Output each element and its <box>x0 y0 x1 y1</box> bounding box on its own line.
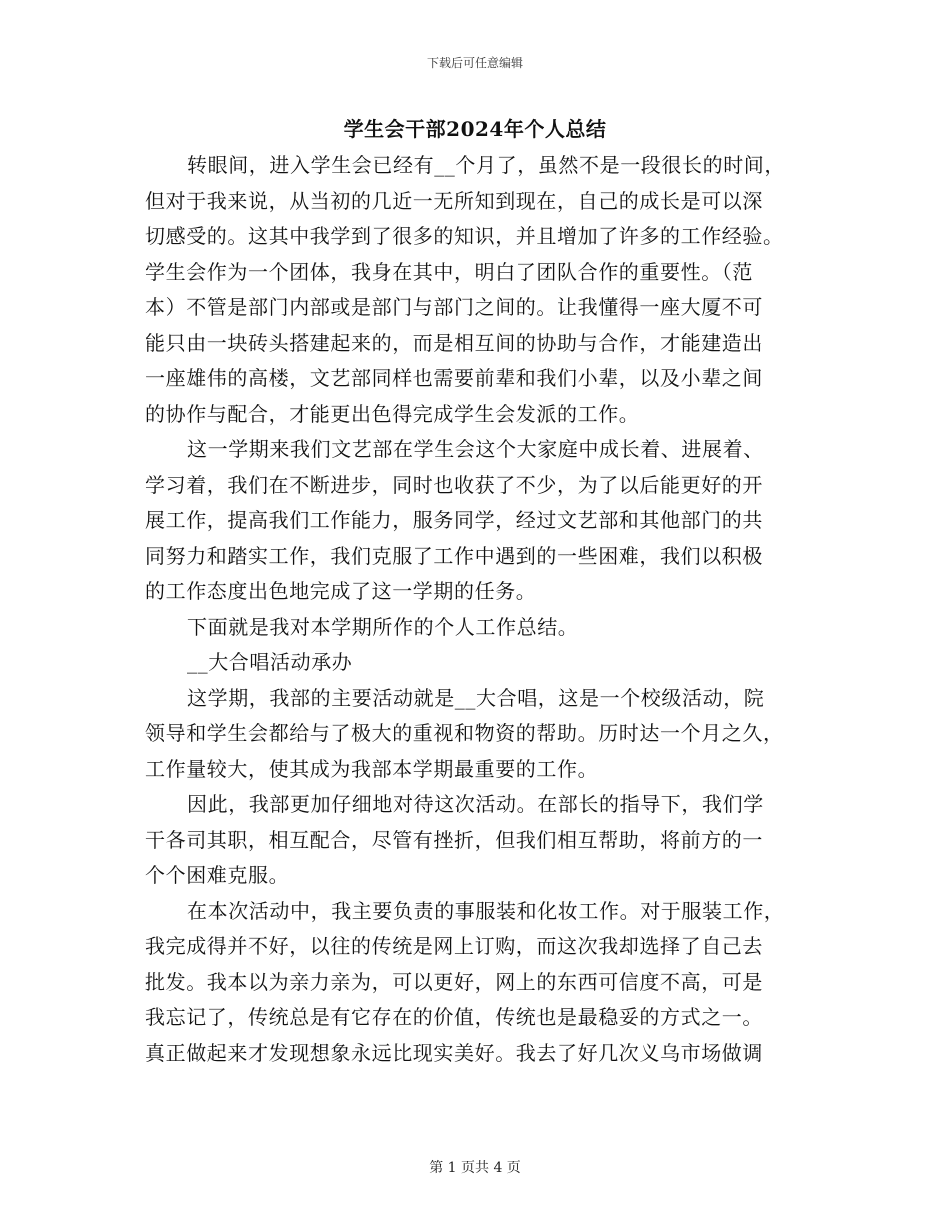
section-heading: __大合唱活动承办 <box>187 650 353 674</box>
body-line: 但对于我来说，从当初的几近一无所知到现在，自己的成长是可以深 <box>145 188 763 213</box>
body-line: 切感受的。这其中我学到了很多的知识，并且增加了许多的工作经验。 <box>145 224 784 248</box>
body-line: 干各司其职，相互配合，尽管有挫折，但我们相互帮助，将前方的一 <box>145 827 763 852</box>
body-line: 领导和学生会都给与了极大的重视和物资的帮助。历时达一个月之久， <box>145 721 784 745</box>
body-line: 批发。我本以为亲力亲为，可以更好，网上的东西可信度不高，可是 <box>145 969 763 994</box>
body-line: 真正做起来才发现想象永远比现实美好。我去了好几次义乌市场做调 <box>145 1040 763 1065</box>
body-line: 展工作，提高我们工作能力，服务同学，经过文艺部和其他部门的共 <box>145 508 763 532</box>
body-line: 我完成得并不好，以往的传统是网上订购，而这次我却选择了自己去 <box>145 934 763 958</box>
body-line: 的工作态度出色地完成了这一学期的任务。 <box>145 579 537 603</box>
body-line: 转眼间，进入学生会已经有__个月了，虽然不是一段很长的时间， <box>187 153 785 177</box>
body-line: 个个困难克服。 <box>145 863 290 887</box>
document-body <box>145 148 807 1071</box>
body-line: 学生会作为一个团体，我身在其中，明白了团队合作的重要性。（范 <box>145 259 753 284</box>
body-line: 这一学期来我们文艺部在学生会这个大家庭中成长着、进展着、 <box>187 437 764 461</box>
body-line: 这学期，我部的主要活动就是__大合唱，这是一个校级活动，院 <box>187 685 765 710</box>
page-number: 第 1 页共 4 页 <box>429 1160 521 1176</box>
body-line: 在本次活动中，我主要负责的事服装和化妆工作。对于服装工作， <box>187 898 785 923</box>
body-line: 本）不管是部门内部或是部门与部门之间的。让我懂得一座大厦不可 <box>145 295 763 319</box>
body-line: 因此，我部更加仔细地对待这次活动。在部长的指导下，我们学 <box>187 792 764 816</box>
body-line: 的协作与配合，才能更出色得完成学生会发派的工作。 <box>145 401 640 426</box>
body-line: 下面就是我对本学期所作的个人工作总结。 <box>187 614 579 639</box>
document-title: 学生会干部2024年个人总结 <box>343 117 607 141</box>
body-line: 学习着，我们在不断进步，同时也收获了不少，为了以后能更好的开 <box>145 472 763 497</box>
body-line: 能只由一块砖头搭建起来的，而是相互间的协助与合作，才能建造出 <box>145 330 763 355</box>
body-line: 一座雄伟的高楼，文艺部同样也需要前辈和我们小辈，以及小辈之间 <box>145 366 763 390</box>
body-line: 同努力和踏实工作，我们克服了工作中遇到的一些困难，我们以积极 <box>145 543 763 568</box>
body-line: 工作量较大，使其成为我部本学期最重要的工作。 <box>145 756 599 781</box>
body-line: 我忘记了，传统总是有它存在的价值，传统也是最稳妥的方式之一。 <box>145 1005 763 1029</box>
page-header-note: 下载后可任意编辑 <box>426 56 523 70</box>
